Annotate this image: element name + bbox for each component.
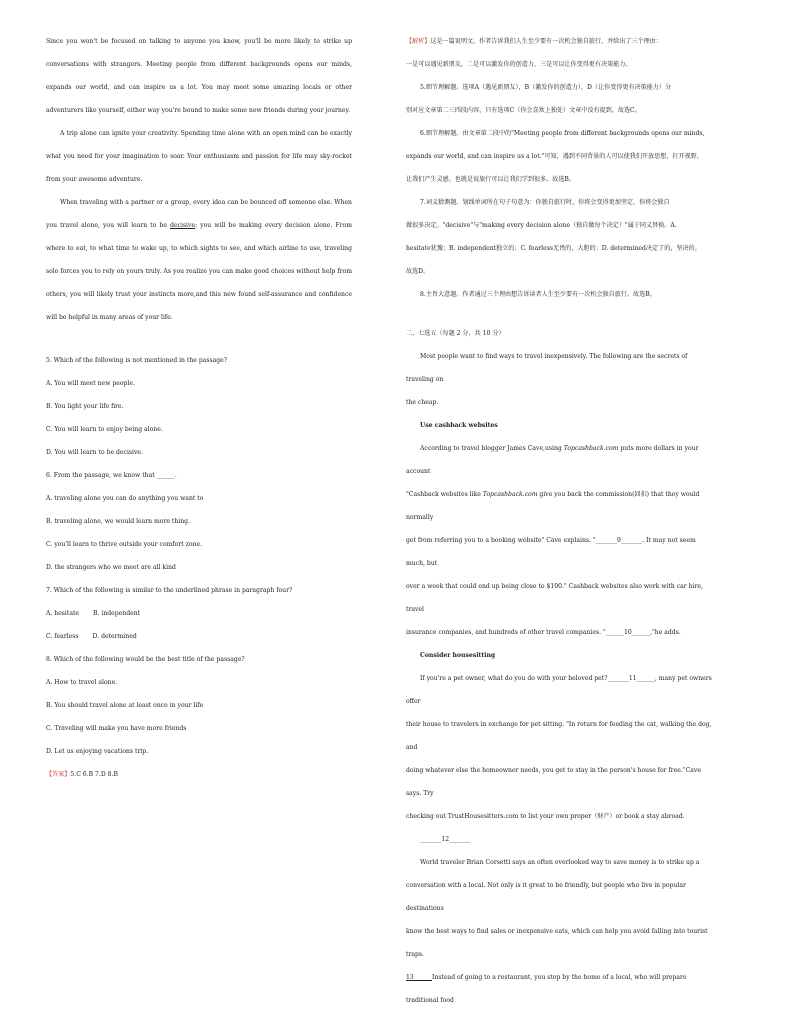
cashback-line-4: over a week that could end up being close to $100." Cashback websites also work with car hire, travel [406,583,703,613]
cashback-line-3: get from referring you to a booking website" Cave explains. "_______9_______. It may not seem much, but [406,537,696,567]
question-5-option-a: A. You will meet new people. [46,380,135,387]
q6-explanation-line-3: 让我们产生灵感。也就是说旅行可以让我们学到很多。故选B。 [406,176,576,183]
question-8-option-c: C. Traveling will make you have more friends [46,725,187,732]
housesitting-line-1: If you're a pet owner, what do you do with your beloved pet?_______11______, many pet owners offer [406,675,712,705]
question-6-stem: 6. From the passage, we know that ______. [46,472,177,479]
cashback-site-name: Topcashback.com [563,445,619,452]
analysis-line-1 [406,30,712,53]
question-8-option-b: B. You should travel alone at least once in your life [46,702,204,709]
local-line-1: World traveler Brian Corsetti says an often overlooked way to save money is to strike up a [420,859,700,866]
question-8-option-a: A. How to travel alone. [46,679,118,686]
section-heading: 二、七选五（每题 2 分，共 10 分） [406,330,505,337]
q7-explanation-line-4: 故选D。 [406,268,430,275]
local-line-2: conversation with a local. Not only is it great to be friendly, but people who live in popular destinations [406,882,686,912]
question-7-option-c: C. fearless [46,633,79,640]
question-7-option-b: B. independent [93,610,141,617]
answer-text: 5.C 6.B 7.D 8.B [70,771,118,778]
local-line-4-text: Instead of going to a restaurant, you stop by the home of a local, who will prepare traditional food [406,974,687,1004]
question-8-option-d: D. Let us enjoying vacations trip. [46,748,149,755]
blank-13: 13______ [406,974,433,981]
subheading-cashback: Use cashback websites [420,422,498,429]
question-7-option-d: D. determined [92,633,137,640]
right-column [406,30,712,1012]
question-6-option-c: C. you'll learn to thrive outside your comfort zone. [46,541,202,548]
blank-12: _______12_______ [420,836,471,843]
housesitting-line-4: checking out TrustHousesitters.com to list your own proper（财产）or book a stay abroad. [406,813,685,820]
question-6-option-a: A. traveling alone you can do anything you want to [46,495,204,502]
question-5-option-b: B. You light your life fire. [46,403,124,410]
q5-explanation-line-1: 5.细节理解题。选项A（遇见新朋友），B（激发你的创造力），D（让你变得更有决策能力）分 [420,84,672,91]
underlined-word-decisive: decisive [170,222,196,229]
cashback-line-2 [406,483,712,529]
housesitting-line-2: their house to travelers in exchange for pet sitting. "In return for feeding the cat, walking the dog, and [406,721,712,751]
question-8-stem: 8. Which of the following would be the best title of the passage? [46,656,245,663]
question-6-option-d: D. the strangers who we meet are all kind [46,564,176,571]
local-line-4 [406,966,712,1012]
q5-explanation-line-2: 别对应文章第二三四段内容，只有选项C（你会喜欢上独处）文章中没有提到，故选C。 [406,107,641,114]
passage-paragraph-4 [46,191,352,329]
local-line-3: know the best ways to find sales or inexpensive eats, which can help you avoid falling into tourist traps. [406,928,708,958]
analysis-line-2: 一是可以遇见新朋友，二是可以激发你的创造力，三是可以让你变得更有决策能力。 [406,61,632,68]
answer-label: 【答案】 [46,771,71,778]
question-8 [46,648,352,763]
question-5-stem: 5. Which of the following is not mentioned in the passage? [46,357,228,364]
paragraph-4-text-after: ; you will be making every decision alone. From where to eat, to what time to wake up, to which sights to see, and which airline to use, traveling solo forces you to rely on yours truly. As you realize you can make good choices without help from others, you will likely trust your instincts more,and this new found self-assurance and confidence will be helpful in many areas of your life. [46,222,353,321]
question-5 [46,349,352,464]
q6-explanation-line-1: 6.细节理解题。由文章第二段中的"Meeting people from different backgrounds opens our minds, [420,130,705,137]
question-7-option-a: A. hesitate [46,610,80,617]
q6-explanation-line-2: expands our world, and can inspire us a lot."可知，遇到不同背景的人可以使我们开放思想，打开视野， [406,153,703,160]
question-5-option-c: C. You will learn to enjoy being alone. [46,426,163,433]
housesitting-line-3: doing whatever else the homeowner needs, you get to stay in the person's house for free."Cave says. Try [406,767,701,797]
subheading-housesitting: Consider housesitting [420,652,496,659]
analysis-label: 【解析】 [406,38,431,45]
question-7-stem: 7. Which of the following is similar to the underlined phrase in paragraph four? [46,587,293,594]
cashback-line-2-b: give you back the commission(回扣) that they would normally [406,491,700,521]
cashback-site-name-2: Topcashback.com [482,491,538,498]
q7-explanation-line-2: 做很多决定。"decisive"与"making every decision alone（独自做每个决定）"属于同义替换。A. [406,222,677,229]
question-6-option-b: B. traveling alone, we would learn more thing. [46,518,191,525]
question-7-options-cd [46,625,352,648]
question-6 [46,464,352,579]
analysis-text-1: 这是一篇说明文，作者告诉我们人生至少要有一次机会独自旅行，并给出了三个理由： [430,38,662,45]
intro-line-1: Most people want to find ways to travel inexpensively. The following are the secrets of traveling on [406,353,688,383]
question-7 [46,579,352,648]
q7-explanation-line-3: hesitate犹豫；B. independent独立的；C. fearless无畏的，大胆的；D. determined决定了的，坚决的。 [406,245,701,252]
cashback-line-2-a: "Cashback websites like [406,491,483,498]
cashback-line-1 [406,437,712,483]
left-column [46,30,352,786]
question-7-options-ab [46,602,352,625]
answer-key [46,763,352,786]
paragraph-4-text-before: When traveling with a partner or a group, every idea can be bounced off someone else. When you travel alone, you will learn to be [46,199,352,229]
passage-paragraph-3: A trip alone can ignite your creativity. Spending time alone with an open mind can be exactly what you need for your imagination to soar. Your enthusiasm and passion for life may sky-rocket from your awesome adventure. [46,130,352,183]
cashback-line-1-a: According to travel blogger James Cave,using [420,445,564,452]
cashback-line-5: insurance companies, and hundreds of other travel companies. "______10______,"he adds. [406,629,681,636]
cashback-line-1-b: puts more dollars in your account [406,445,699,475]
question-5-option-d: D. You will learn to be decisive. [46,449,143,456]
intro-line-2: the cheap. [406,399,439,406]
passage-paragraph-2: Since you won't be focused on talking to anyone you know, you'll be more likely to strike up conversations with strangers. Meeting people from different backgrounds opens our minds, expands our world, and can inspire us a lot. You may meet some amazing locals or other adventurers like yourself, either way you're bound to make some new friends during your journey. [46,38,352,114]
q7-explanation-line-1: 7.词义猜测题。划线单词所在句子句意为：你独自旅行时，你将会变得更加坚定，你将会独自 [420,199,670,206]
q8-explanation-line-1: 8.主旨大意题。作者通过三个理由想告诉读者人生至少要有一次机会独自旅行。故选B。 [420,291,656,298]
